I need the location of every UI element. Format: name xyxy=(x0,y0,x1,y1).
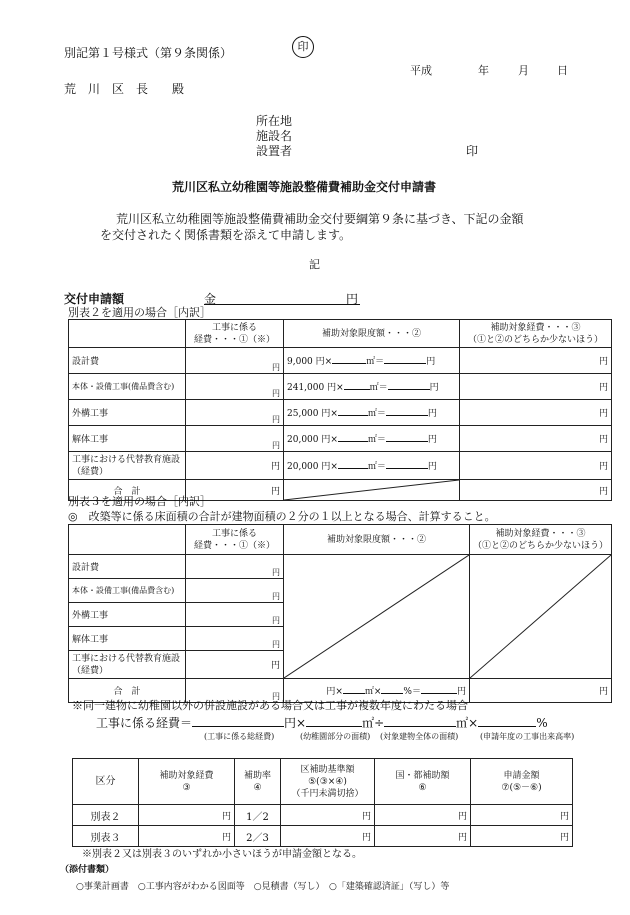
table3 xyxy=(68,524,612,703)
summary-header-request: 申請金額 ⑦(⑤－⑥) xyxy=(471,759,573,805)
limit-unit: 25,000 円× xyxy=(287,409,338,419)
summary-header-base: 区補助基準額 ⑤(③×④) （千円未満切捨） xyxy=(281,759,375,805)
total-label: 合 計 xyxy=(69,679,186,703)
ki-mark: 記 xyxy=(309,258,320,271)
date-era: 平成 xyxy=(410,64,432,77)
summary-eligible-cell[interactable]: 円 xyxy=(139,805,235,826)
mixed-formula xyxy=(96,714,548,731)
form-number: 別記第１号様式（第９条関係） xyxy=(64,46,233,60)
table2-caption: 別表２を適用の場合［内訳］ xyxy=(68,306,211,319)
eligible-cell[interactable]: 円 xyxy=(460,374,612,400)
summary-row-label: 別表３ xyxy=(73,826,139,847)
seal-stamp: 印 xyxy=(292,36,314,58)
total-cost-cell[interactable]: 円 xyxy=(186,679,284,703)
document-title: 荒川区私立幼稚園等施設整備費補助金交付申請書 xyxy=(172,180,437,194)
row-label: 工事における代替教育施設（経費） xyxy=(69,452,186,480)
table2-header-limit: 補助対象限度額・・・② xyxy=(284,320,460,348)
summary-gov-cell[interactable]: 円 xyxy=(375,805,471,826)
limit-yen: 円 xyxy=(426,357,436,367)
total-limit-diagonal xyxy=(284,480,460,501)
eligible-cell[interactable]: 円 xyxy=(460,400,612,426)
row-label: 本体・設備工事(備品費含む) xyxy=(69,579,186,603)
sub-building-area: (対象建物全体の面積) xyxy=(380,732,459,741)
limit-m2: ㎡＝ xyxy=(367,462,386,472)
limit-cell[interactable] xyxy=(284,374,460,400)
applicant-seal: 印 xyxy=(466,144,479,158)
date-year: 年 xyxy=(478,64,489,77)
total-label: 合 計 xyxy=(69,480,186,501)
limit-diagonal xyxy=(284,555,470,679)
summary-base-cell[interactable]: 円 xyxy=(281,826,375,847)
limit-yen: 円 xyxy=(427,462,437,472)
limit-unit: 241,000 円× xyxy=(287,383,344,393)
request-yen: 円 xyxy=(345,292,358,306)
body-text-line2: を交付されたく関係書類を添えて申請します。 xyxy=(100,228,352,242)
request-kin: 金 xyxy=(204,292,217,306)
total-eligible-cell[interactable]: 円 xyxy=(470,679,612,703)
sub-kindergarten-area: (幼稚園部分の面積) xyxy=(300,732,371,741)
limit-m2: ㎡＝ xyxy=(366,357,385,367)
formula-d: 円 xyxy=(456,687,466,697)
applicant-founder-label: 設置者 xyxy=(256,144,293,158)
building-area-blank[interactable] xyxy=(384,726,456,727)
sub-progress-rate: (申請年度の工事出来高率) xyxy=(480,732,575,741)
request-amount-field[interactable] xyxy=(204,290,360,305)
progress-rate-blank[interactable] xyxy=(478,726,536,727)
limit-yen: 円 xyxy=(427,435,437,445)
cost-cell[interactable]: 円 xyxy=(186,579,284,603)
summary-rate: 1／2 xyxy=(235,805,281,826)
attachments-title: （添付書類） xyxy=(60,865,115,875)
date-month: 月 xyxy=(518,64,529,77)
row-label: 設計費 xyxy=(69,555,186,579)
table3-caption: 別表３を適用の場合［内訳］ xyxy=(68,495,211,508)
summary-eligible-cell[interactable]: 円 xyxy=(139,826,235,847)
limit-cell[interactable] xyxy=(284,400,460,426)
table2-header-eligible: 補助対象経費・・・③ （①と②のどちらか少ないほう） xyxy=(460,320,612,348)
cost-cell[interactable]: 円 xyxy=(186,374,284,400)
table-row xyxy=(69,400,612,426)
row-label: 本体・設備工事(備品費含む) xyxy=(69,374,186,400)
sub-total-cost: (工事に係る総経費) xyxy=(204,732,275,741)
table-row xyxy=(69,374,612,400)
body-text-line1: 荒川区私立幼稚園等施設整備費補助金交付要綱第９条に基づき、下記の金額 xyxy=(116,212,524,226)
eligible-diagonal xyxy=(470,555,612,679)
formula-pct: % xyxy=(536,716,548,730)
limit-cell[interactable] xyxy=(284,348,460,374)
summary-base-cell[interactable]: 円 xyxy=(281,805,375,826)
row-label: 外構工事 xyxy=(69,603,186,627)
addressee: 荒 川 区 長 殿 xyxy=(64,82,185,96)
table-row xyxy=(69,452,612,480)
limit-yen: 円 xyxy=(427,409,437,419)
table2-blank-header xyxy=(69,320,186,348)
cost-cell[interactable]: 円 xyxy=(186,627,284,651)
summary-gov-cell[interactable]: 円 xyxy=(375,826,471,847)
table-row xyxy=(69,426,612,452)
eligible-cell[interactable]: 円 xyxy=(460,348,612,374)
summary-header-rate: 補助率 ④ xyxy=(235,759,281,805)
limit-m2: ㎡＝ xyxy=(369,383,388,393)
cost-cell[interactable]: 円 xyxy=(186,426,284,452)
row-label: 設計費 xyxy=(69,348,186,374)
formula-a: 円× xyxy=(326,687,343,697)
summary-header-category: 区分 xyxy=(73,759,139,805)
table-row xyxy=(73,826,573,847)
summary-request-cell[interactable]: 円 xyxy=(471,826,573,847)
cost-cell[interactable]: 円 xyxy=(186,400,284,426)
summary-rate: 2／3 xyxy=(235,826,281,847)
limit-cell[interactable] xyxy=(284,452,460,480)
eligible-cell[interactable]: 円 xyxy=(460,452,612,480)
limit-cell[interactable] xyxy=(284,426,460,452)
total-cost-cell[interactable]: 円 xyxy=(186,480,284,501)
table2-header-cost: 工事に係る 経費・・・①（※） xyxy=(186,320,284,348)
formula-c: %＝ xyxy=(403,687,421,697)
limit-unit: 20,000 円× xyxy=(287,462,338,472)
limit-yen: 円 xyxy=(429,383,439,393)
kindergarten-area-blank[interactable] xyxy=(306,726,362,727)
row-label: 解体工事 xyxy=(69,627,186,651)
applicant-address-label: 所在地 xyxy=(256,114,293,128)
table-row xyxy=(69,348,612,374)
summary-header-gov: 国・都補助額 ⑥ xyxy=(375,759,471,805)
summary-header-eligible: 補助対象経費 ③ xyxy=(139,759,235,805)
formula-yen-x: 円× xyxy=(284,716,307,730)
summary-row-label: 別表２ xyxy=(73,805,139,826)
formula-b: ㎡× xyxy=(364,687,382,697)
cost-cell[interactable]: 円 xyxy=(186,651,284,679)
limit-m2: ㎡＝ xyxy=(367,409,386,419)
date-day: 日 xyxy=(557,64,568,77)
applicant-facility-label: 施設名 xyxy=(256,129,293,143)
limit-unit: 9,000 円× xyxy=(287,357,333,367)
summary-note: ※別表２又は別表３のいずれか小さいほうが申請金額となる。 xyxy=(82,849,362,860)
cost-cell[interactable]: 円 xyxy=(186,348,284,374)
formula-m2-x: ㎡× xyxy=(456,716,479,730)
total-cost-blank[interactable] xyxy=(192,726,284,727)
limit-unit: 20,000 円× xyxy=(287,435,338,445)
table3-header-cost: 工事に係る 経費・・・①（※） xyxy=(186,525,284,555)
cost-cell[interactable]: 円 xyxy=(186,603,284,627)
row-label: 工事における代替教育施設（経費） xyxy=(69,651,186,679)
cost-cell[interactable]: 円 xyxy=(186,452,284,480)
total-eligible-cell[interactable]: 円 xyxy=(460,480,612,501)
request-amount-label: 交付申請額 xyxy=(64,292,125,306)
cost-cell[interactable]: 円 xyxy=(186,555,284,579)
row-label: 外構工事 xyxy=(69,400,186,426)
summary-request-cell[interactable]: 円 xyxy=(471,805,573,826)
table-row xyxy=(73,805,573,826)
attachments-list: ○事業計画書 ○工事内容がわかる図面等 ○見積書（写し） ○「建築確認済証」（写し）等 xyxy=(76,882,450,892)
row-label: 解体工事 xyxy=(69,426,186,452)
limit-m2: ㎡＝ xyxy=(367,435,386,445)
table3-note: ◎ 改築等に係る床面積の合計が建物面積の２分の１以上となる場合、計算すること。 xyxy=(68,510,496,523)
table3-header-limit: 補助対象限度額・・・② xyxy=(284,525,470,555)
table3-blank-header xyxy=(69,525,186,555)
formula-m2-div: ㎡÷ xyxy=(362,716,385,730)
summary-table xyxy=(72,758,573,847)
formula-label: 工事に係る経費＝ xyxy=(96,716,193,730)
eligible-cell[interactable]: 円 xyxy=(460,426,612,452)
table3-header-eligible: 補助対象経費・・・③ （①と②のどちらか少ないほう） xyxy=(470,525,612,555)
table-row xyxy=(69,555,612,579)
table2 xyxy=(68,319,612,501)
mixed-note: ※同一建物に幼稚園以外の併設施設がある場合又は工事が複数年度にわたる場合 xyxy=(72,699,468,712)
